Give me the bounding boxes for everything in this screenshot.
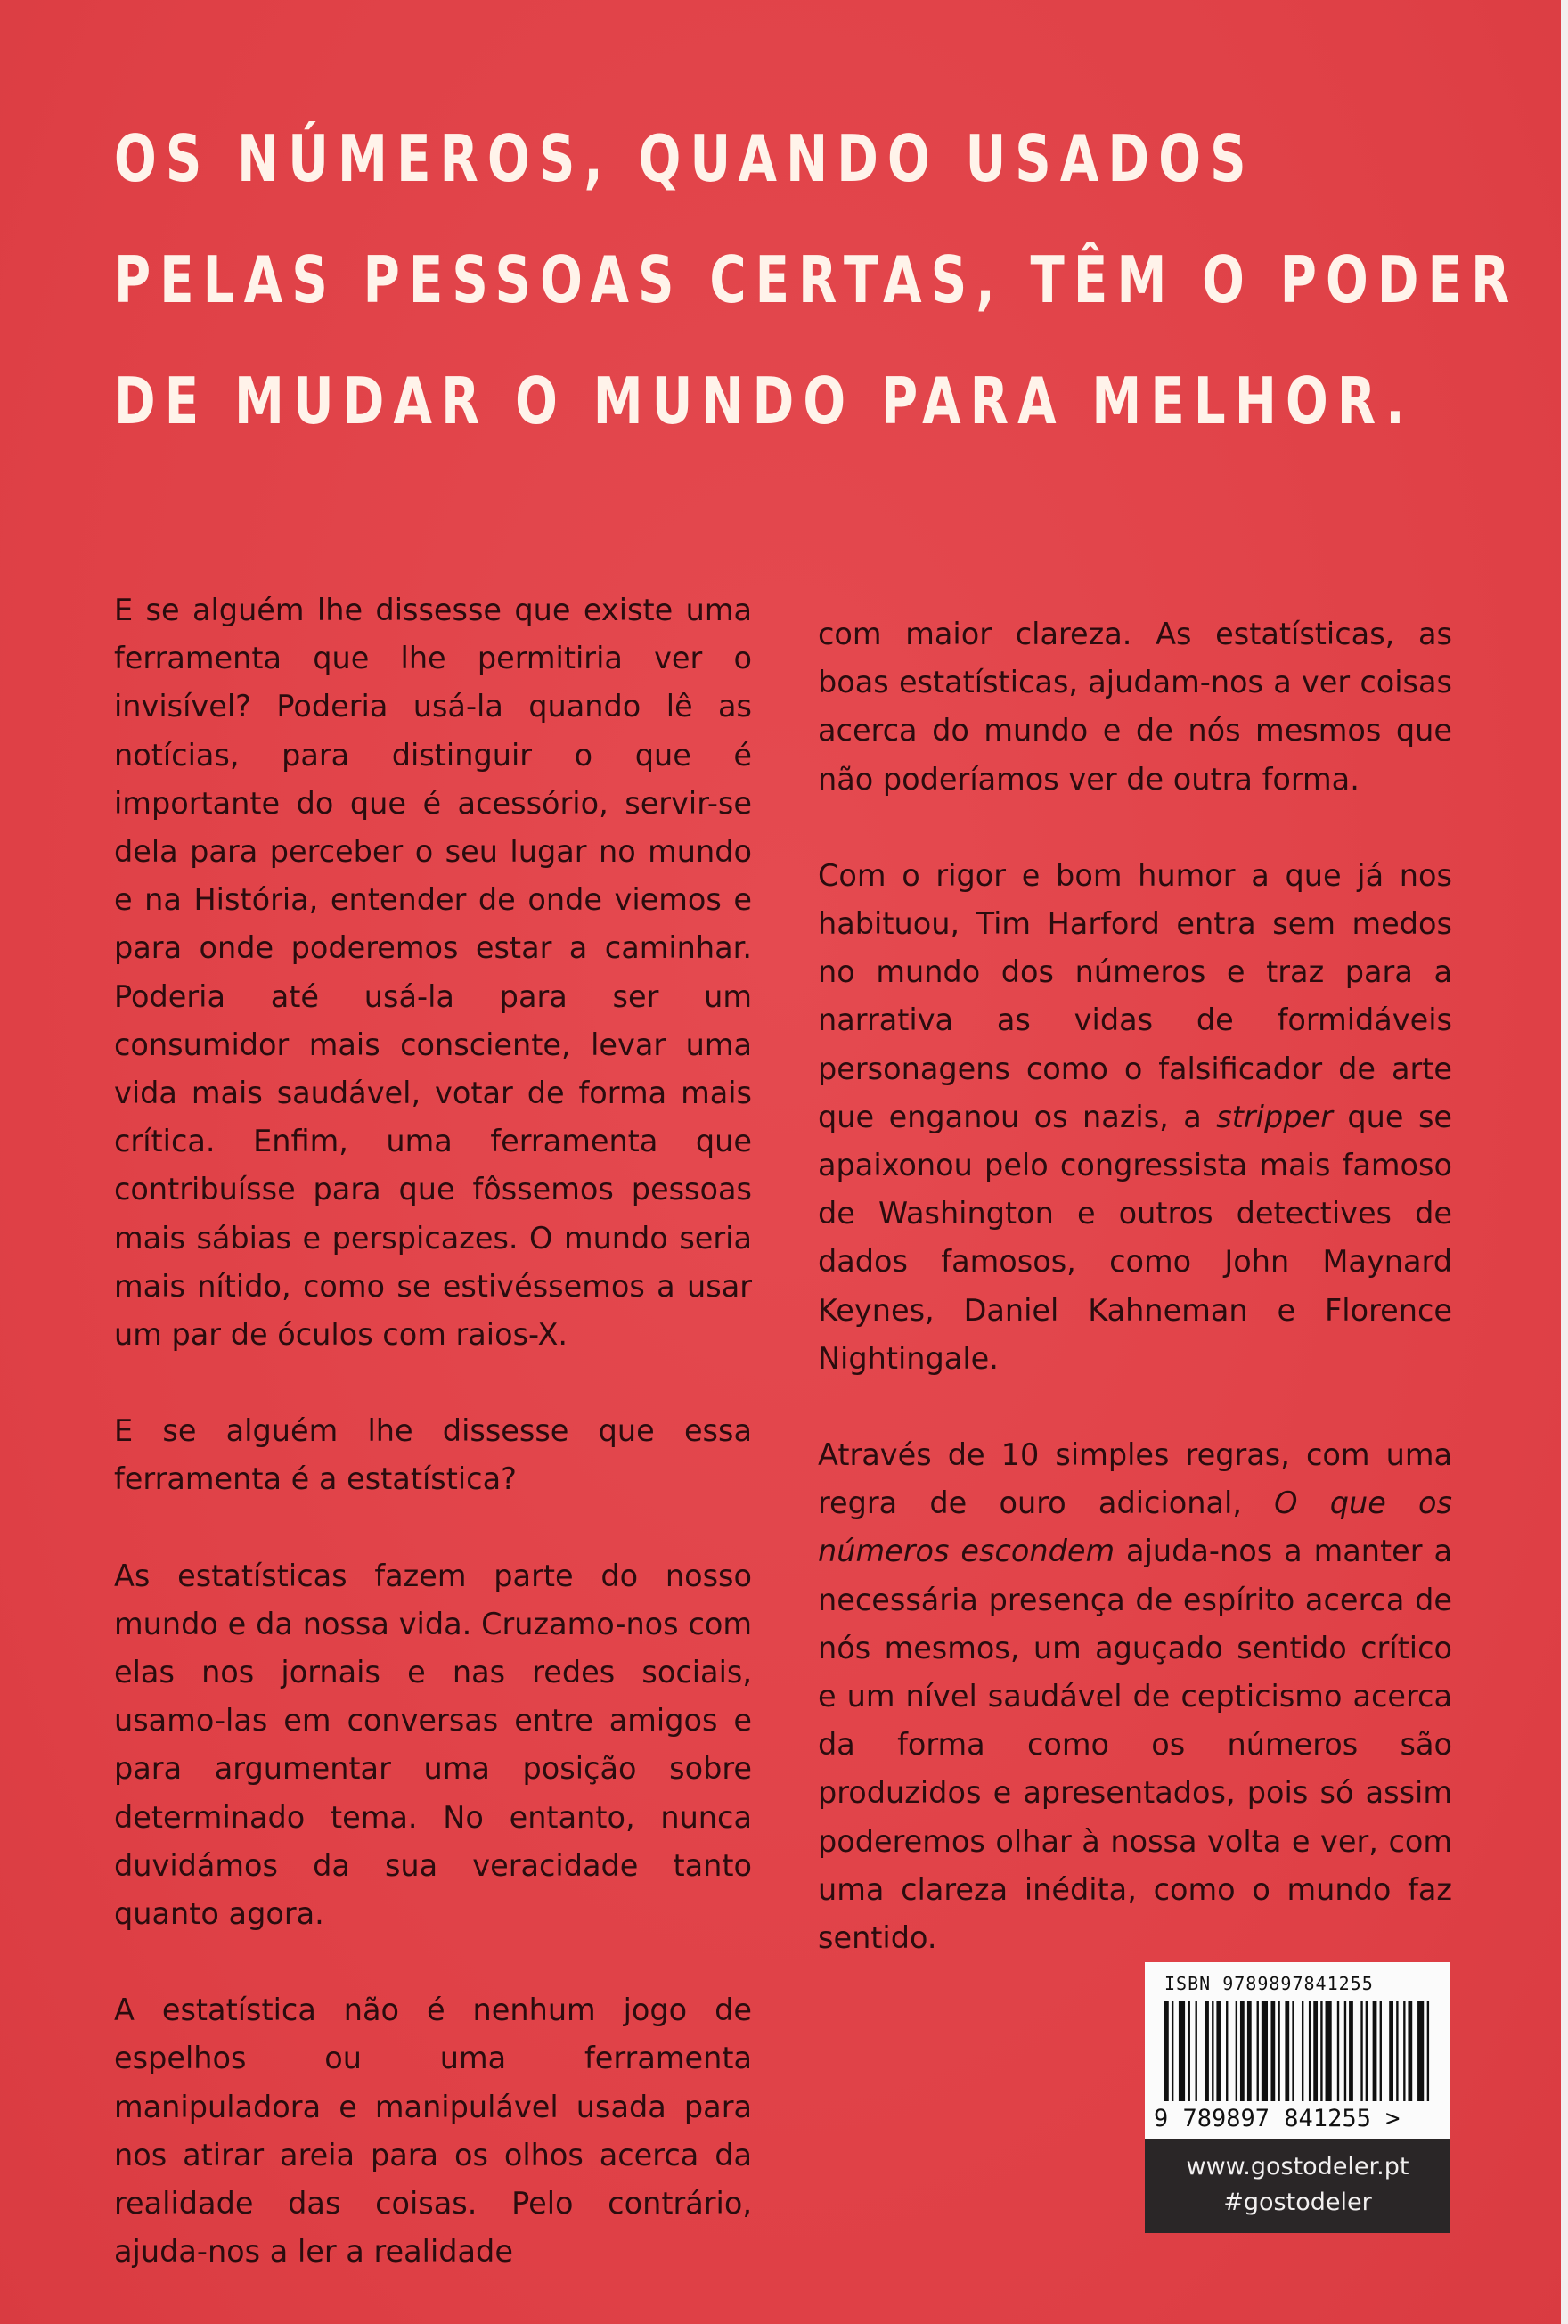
barcode-bar	[1417, 2001, 1424, 2101]
barcode-bar	[1247, 2001, 1252, 2101]
barcode-bar	[1313, 2001, 1318, 2101]
paragraph: com maior clareza. As estatísticas, as boas estatísticas, ajudam-nos a ver coisas acerca do mundo e de nós mesmos que não poderíamos ver de outra forma.	[818, 617, 1452, 797]
paragraph: As estatísticas fazem parte do nosso mundo e da nossa vida. Cruzamo-nos com elas nos jornais e nas redes sociais, usamo-las em conversas entre amigos e para argumentar uma posição sobre determinado tema. No entanto, nunca duvidámos da sua veracidade tanto quanto agora.	[114, 1558, 752, 1932]
paragraph: A estatística não é nenhum jogo de espelhos ou uma ferramenta manipuladora e manipulável usada para nos atirar areia para os olhos acerca da realidade das coisas. Pelo contrário, ajuda-nos a ler a realidade	[114, 1993, 752, 2270]
barcode-bar	[1396, 2001, 1398, 2101]
isbn-label: ISBN 9789897841255	[1164, 1973, 1374, 1994]
paragraph: E se alguém lhe dissesse que essa ferramenta é a estatística?	[114, 1413, 752, 1497]
barcode-box	[1145, 1962, 1450, 2139]
barcode-bar	[1302, 2001, 1303, 2101]
barcode-bar	[1427, 2001, 1429, 2101]
barcode-bar	[1337, 2001, 1339, 2101]
paragraph-text: ajuda-nos a manter a necessária presença de espírito acerca de nós mesmos, um aguçado sentido crítico e um nível saudável de cepticismo acerca da forma como os números são produzidos e apresentados, pois só assim poderemos olhar à nossa volta e ver, com uma clareza inédita, como o mundo faz sentido.	[818, 1534, 1453, 1956]
barcode-bar	[1278, 2001, 1279, 2101]
headline	[114, 98, 1519, 462]
barcode-bar	[1349, 2001, 1353, 2101]
headline-line: PELAS PESSOAS CERTAS, TÊM O PODER	[114, 242, 1519, 317]
publisher-website: www.gostodeler.pt	[1186, 2153, 1409, 2181]
paragraph	[818, 1431, 1452, 1962]
barcode-bar	[1196, 2001, 1197, 2101]
barcode-bar	[1360, 2001, 1362, 2101]
paragraph-text: Com o rigor e bom humor a que já nos habituou, Tim Harford entra sem medos no mundo dos números e traz para a narrativa as vidas de formidáveis personagens como o falsificador de arte que enganou os nazis, a	[818, 857, 1452, 1134]
page-edge	[1561, 0, 1568, 2324]
barcode-bar	[1380, 2001, 1382, 2101]
barcode-bar	[1366, 2001, 1368, 2101]
barcode-bar	[1212, 2001, 1213, 2101]
barcode-bar	[1408, 2001, 1412, 2101]
barcode-bar	[1292, 2001, 1294, 2101]
barcode-bar	[1188, 2001, 1190, 2101]
barcode-bar	[1240, 2001, 1245, 2101]
barcode-bar	[1164, 2001, 1169, 2101]
right-column	[818, 610, 1452, 1962]
paragraph-text: Através de 10 simples regras, com uma regra de ouro adicional,	[818, 1437, 1452, 1521]
headline-line: DE MUDAR O MUNDO PARA MELHOR.	[114, 364, 1414, 438]
barcode-bar	[1262, 2001, 1268, 2101]
publisher-hashtag: #gostodeler	[1223, 2189, 1372, 2216]
book-title: O que os números escondem	[818, 1485, 1452, 1569]
barcode-bar	[1172, 2001, 1173, 2101]
paragraph-text: que se apaixonou pelo congressista mais famoso de Washington e outros detectives de dados famosos, como John Maynard Keynes, Daniel Kahneman e Florence Nightingale.	[818, 1099, 1453, 1376]
headline-line: OS NÚMEROS, QUANDO USADOS	[114, 121, 1255, 196]
barcode-bar	[1309, 2001, 1311, 2101]
barcode-bar	[1320, 2001, 1322, 2101]
barcode-icon	[1164, 2001, 1432, 2101]
barcode-bar	[1236, 2001, 1237, 2101]
barcode-bar	[1216, 2001, 1221, 2101]
barcode-bar	[1344, 2001, 1346, 2101]
barcode-bar	[1257, 2001, 1259, 2101]
barcode-bar	[1179, 2001, 1185, 2101]
barcode-bar	[1403, 2001, 1405, 2101]
isbn-digits: 9 789897 841255 >	[1154, 2105, 1401, 2132]
paragraph	[818, 852, 1452, 1383]
publisher-box	[1145, 2139, 1450, 2233]
left-column	[114, 586, 752, 2277]
paragraph: E se alguém lhe dissesse que existe uma ferramenta que lhe permitiria ver o invisível? Poderia usá-la quando lê as notícias, para distinguir o que é importante do que é acessório, servir-se dela para perceber o seu lugar no mundo e na História, entender de onde viemos e para onde poderemos estar a caminhar. Poderia até usá-la para ser um consumidor mais consciente, levar uma vida mais saudável, votar de forma mais crítica. Enfim, uma ferramenta que contribuísse para que fôssemos pessoas mais sábias e perspicazes. O mundo seria mais nítido, como se estivéssemos a usar um par de óculos com raios-X.	[114, 593, 752, 1353]
barcode-bar	[1270, 2001, 1275, 2101]
barcode-bar	[1285, 2001, 1289, 2101]
emphasis: stripper	[1216, 1099, 1333, 1134]
barcode-bar	[1326, 2001, 1332, 2101]
barcode-bar	[1389, 2001, 1393, 2101]
barcode-bar	[1226, 2001, 1228, 2101]
barcode-bar	[1205, 2001, 1209, 2101]
barcode-bar	[1373, 2001, 1377, 2101]
